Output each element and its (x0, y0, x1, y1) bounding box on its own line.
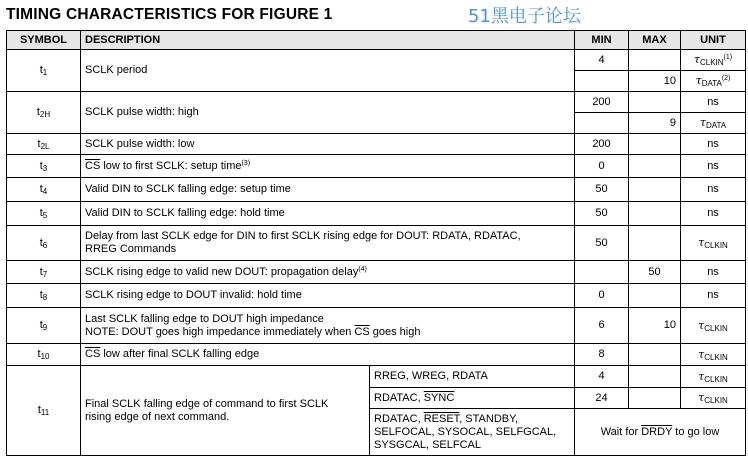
command-cell: RDATAC, RESET, STANDBY, SELFOCAL, SYSOCAL, SELFGCAL, SYSGCAL, SELFCAL (370, 409, 575, 456)
min-cell (575, 261, 629, 284)
header-row (7, 31, 746, 50)
unit-cell: $\tau_{CLKIN}$ (681, 366, 746, 388)
description-cell: Delay from last SCLK edge for DIN to first SCLK rising edge for DOUT: RDATA, RDATAC, RREG Commands (81, 226, 575, 261)
unit-cell: $\tau_{DATA}$ (681, 113, 746, 134)
symbol-cell: $t_{2H}$ (7, 92, 81, 134)
max-cell: 50 (629, 261, 681, 284)
min-cell (575, 71, 629, 92)
table-row (7, 261, 746, 284)
min-cell: 4 (575, 366, 629, 388)
table-row (7, 308, 746, 344)
unit-cell: ns (681, 92, 746, 113)
unit-cell: ns (681, 134, 746, 155)
max-cell: 10 (629, 71, 681, 92)
table-row (7, 178, 746, 202)
symbol-cell: $t_4$ (7, 178, 81, 202)
col-header-min: MIN (575, 31, 629, 50)
unit-cell: $\tau_{CLKIN}$ (681, 308, 746, 344)
table-row (7, 226, 746, 261)
min-cell: 50 (575, 202, 629, 226)
col-header-description: DESCRIPTION (81, 31, 575, 50)
table-row (7, 92, 746, 113)
symbol-cell: $t_{2L}$ (7, 134, 81, 155)
description-cell: SCLK period (81, 50, 575, 92)
command-cell: RREG, WREG, RDATA (370, 366, 575, 388)
table-heading: TIMING CHARACTERISTICS FOR FIGURE 1 (6, 6, 333, 23)
min-cell: 50 (575, 226, 629, 261)
description-cell: $\overline{CS}$ low to first SCLK: setup time$^{(3)}$ (81, 155, 575, 178)
symbol-cell: $t_6$ (7, 226, 81, 261)
description-cell: SCLK pulse width: low (81, 134, 575, 155)
description-cell: SCLK pulse width: high (81, 92, 575, 134)
max-cell (629, 178, 681, 202)
unit-cell: $\tau_{CLKIN}$ (681, 226, 746, 261)
min-cell: 0 (575, 155, 629, 178)
max-cell (629, 284, 681, 308)
table-row (7, 366, 746, 388)
col-header-unit: UNIT (681, 31, 746, 50)
description-cell: Valid DIN to SCLK falling edge: hold time (81, 202, 575, 226)
min-cell: 6 (575, 308, 629, 344)
max-cell: 10 (629, 308, 681, 344)
description-cell: $\overline{CS}$ low after final SCLK falling edge (81, 344, 575, 366)
timing-table (6, 30, 746, 456)
unit-cell: ns (681, 178, 746, 202)
min-cell (575, 113, 629, 134)
max-cell (629, 50, 681, 71)
min-cell: 50 (575, 178, 629, 202)
table-row (7, 50, 746, 71)
unit-cell: $\tau_{CLKIN}^{(1)}$ (681, 50, 746, 71)
max-cell (629, 344, 681, 366)
unit-cell: ns (681, 284, 746, 308)
description-cell: Last SCLK falling edge to DOUT high impedance NOTE: DOUT goes high impedance immediately when $\overline{CS}$ goes high (81, 308, 575, 344)
max-cell (629, 202, 681, 226)
table-row (7, 344, 746, 366)
watermark: 51黑电子论坛 (468, 6, 581, 27)
symbol-cell: $t_9$ (7, 308, 81, 344)
max-cell (629, 226, 681, 261)
table-row (7, 155, 746, 178)
unit-cell: ns (681, 155, 746, 178)
max-cell (629, 388, 681, 409)
min-cell: 200 (575, 134, 629, 155)
description-cell: SCLK rising edge to valid new DOUT: propagation delay$^{(4)}$ (81, 261, 575, 284)
symbol-cell: $t_7$ (7, 261, 81, 284)
command-cell: RDATAC, SYNC (370, 388, 575, 409)
col-header-max: MAX (629, 31, 681, 50)
description-cell: SCLK rising edge to DOUT invalid: hold time (81, 284, 575, 308)
max-cell (629, 92, 681, 113)
description-cell: Valid DIN to SCLK falling edge: setup time (81, 178, 575, 202)
unit-cell: $\tau_{DATA}^{(2)}$ (681, 71, 746, 92)
unit-cell: $\tau_{CLKIN}$ (681, 388, 746, 409)
max-cell (629, 366, 681, 388)
min-cell: 0 (575, 284, 629, 308)
table-row (7, 202, 746, 226)
symbol-cell: $t_{11}$ (7, 366, 81, 456)
symbol-cell: $t_{10}$ (7, 344, 81, 366)
wait-condition-cell: Wait for DRDY to go low (575, 409, 746, 456)
min-cell: 24 (575, 388, 629, 409)
description-cell: Final SCLK falling edge of command to first SCLK rising edge of next command. (81, 366, 370, 456)
symbol-cell: $t_3$ (7, 155, 81, 178)
max-cell (629, 155, 681, 178)
unit-cell: ns (681, 261, 746, 284)
symbol-cell: $t_8$ (7, 284, 81, 308)
min-cell: 8 (575, 344, 629, 366)
min-cell: 200 (575, 92, 629, 113)
unit-cell: ns (681, 202, 746, 226)
max-cell (629, 134, 681, 155)
symbol-cell: $t_5$ (7, 202, 81, 226)
table-row (7, 134, 746, 155)
max-cell: 9 (629, 113, 681, 134)
min-cell: 4 (575, 50, 629, 71)
table-row (7, 284, 746, 308)
symbol-cell: $t_1$ (7, 50, 81, 92)
col-header-symbol: SYMBOL (7, 31, 81, 50)
unit-cell: $\tau_{CLKIN}$ (681, 344, 746, 366)
